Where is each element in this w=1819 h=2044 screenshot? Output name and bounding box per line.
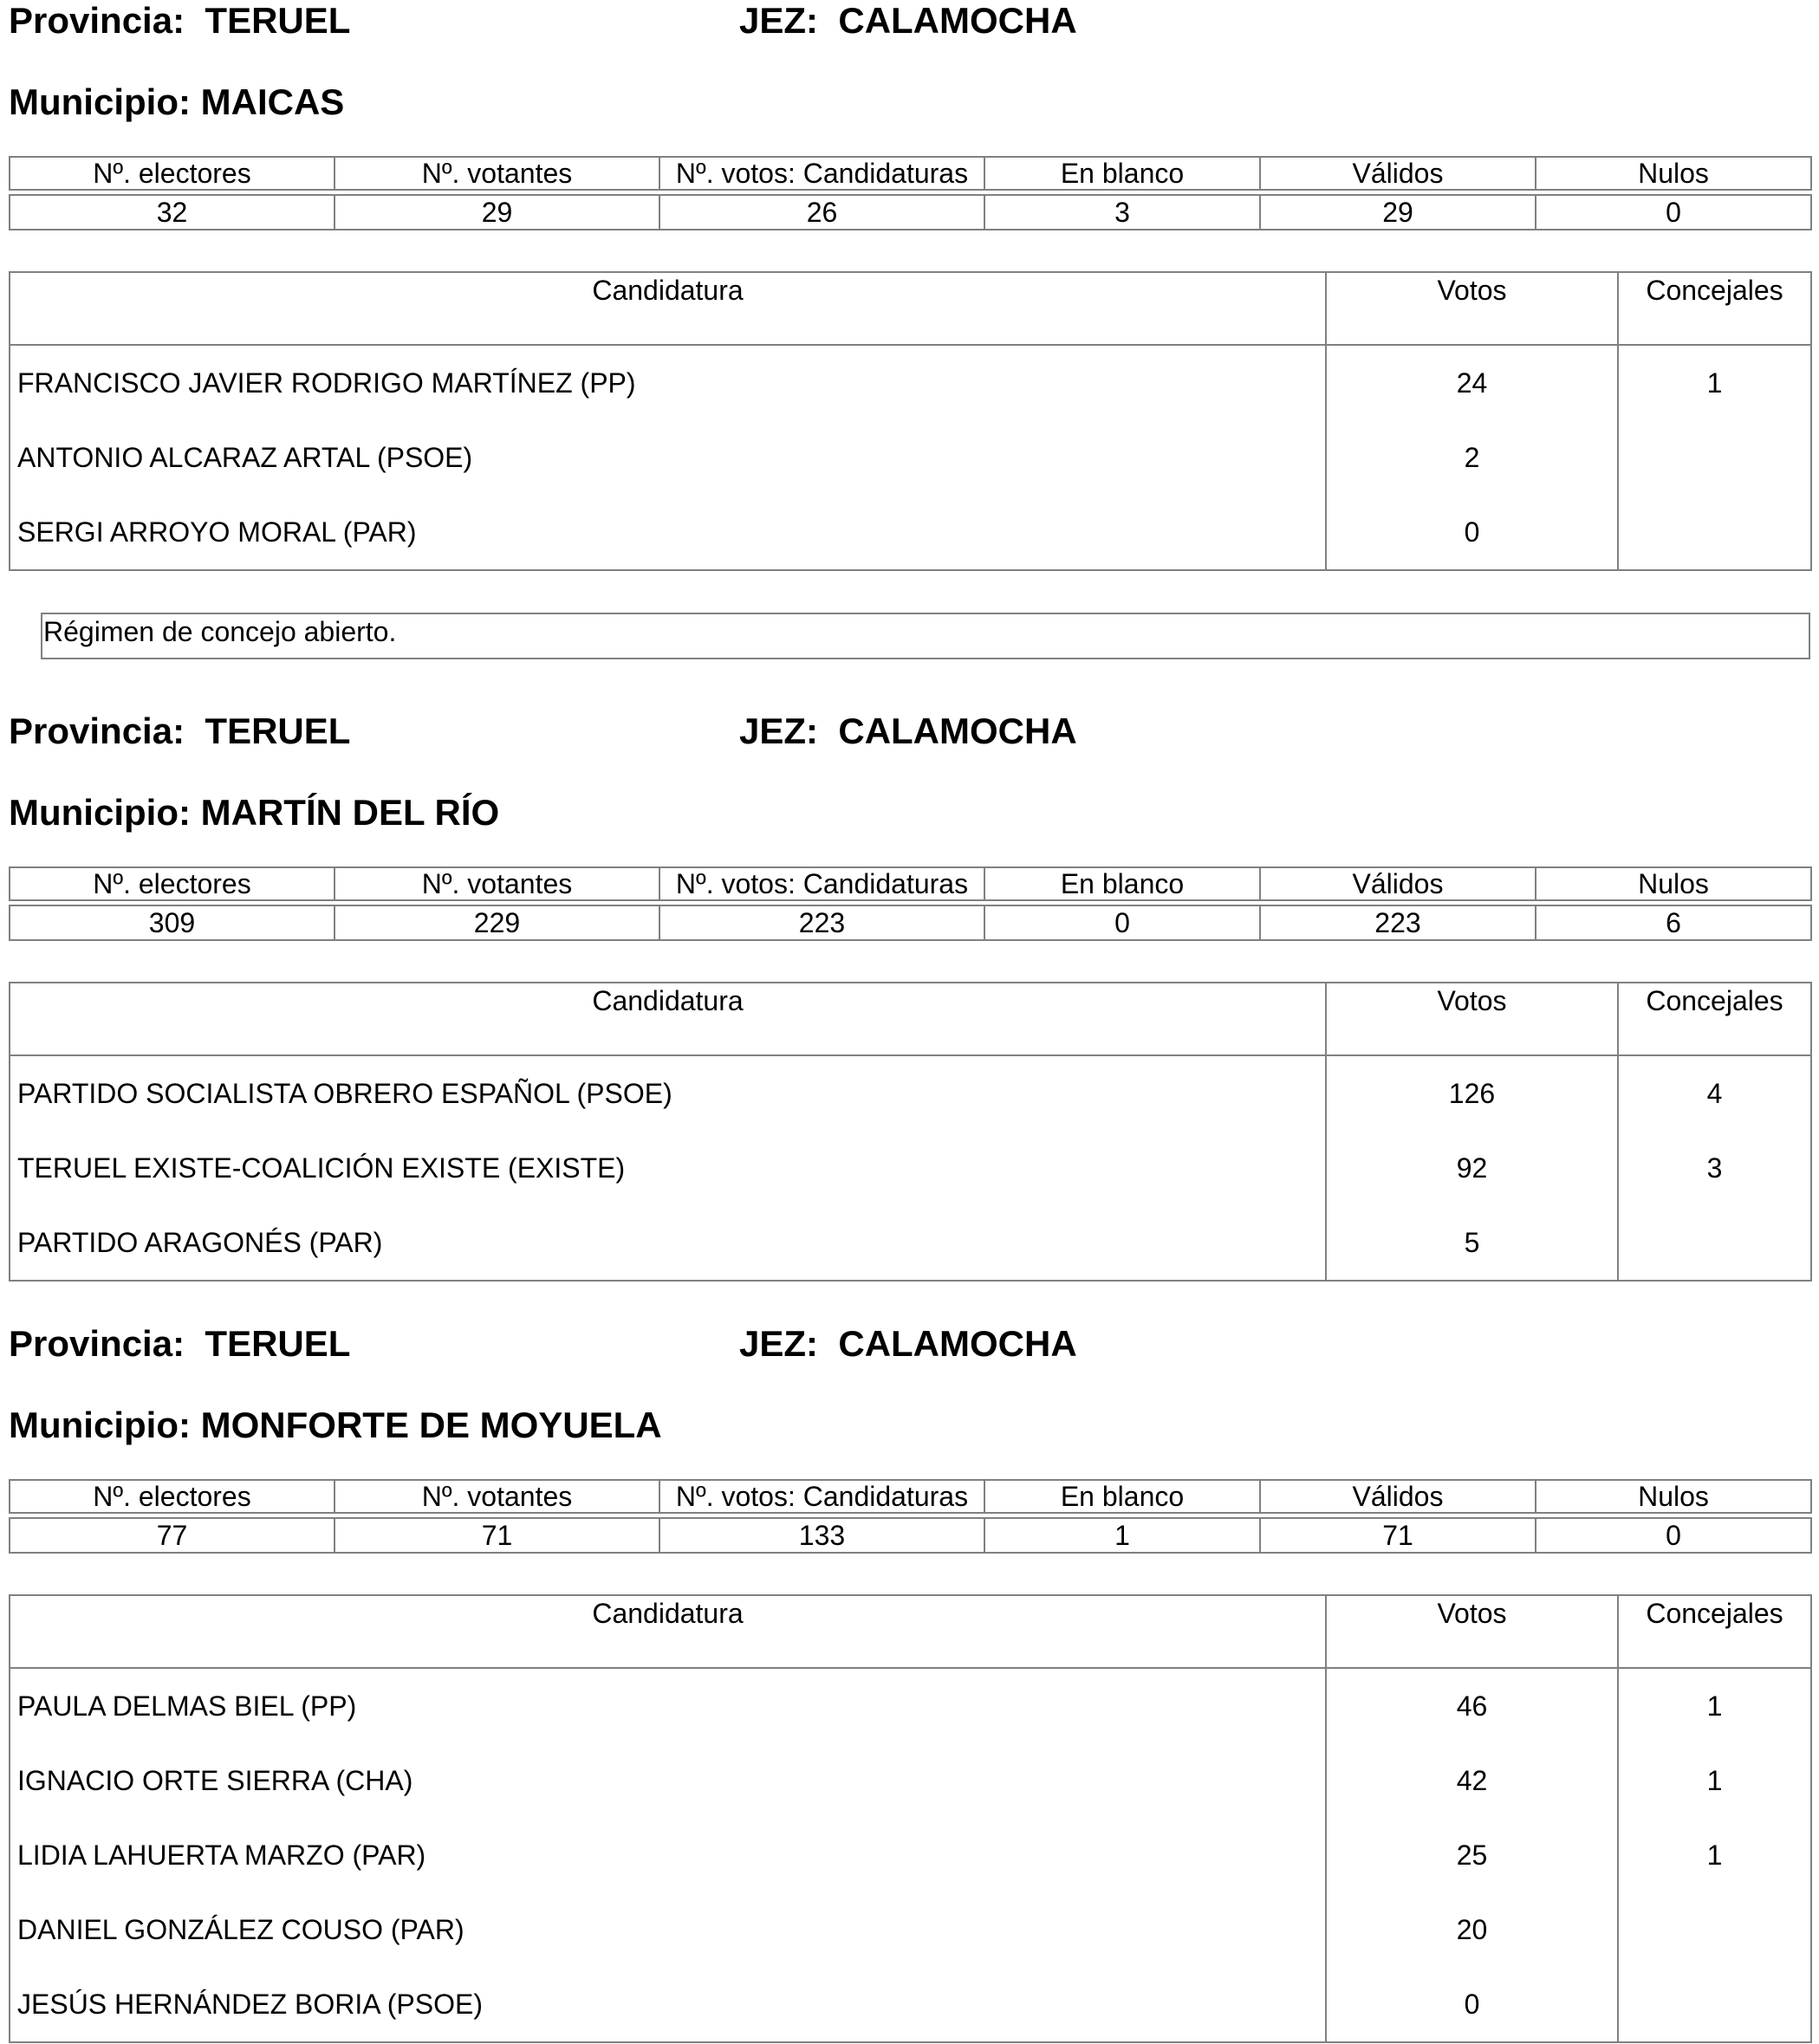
candidate-name: ANTONIO ALCARAZ ARTAL (PSOE) [10, 420, 1326, 495]
stats-value-cell: 0 [1536, 195, 1811, 230]
candidate-seats [1618, 1892, 1811, 1967]
candidate-name: IGNACIO ORTE SIERRA (CHA) [10, 1743, 1326, 1818]
stats-header-cell: Válidos [1260, 1480, 1536, 1513]
stats-header-cell: Nº. votos: Candidaturas [659, 157, 984, 190]
candidates-table [9, 1594, 1812, 2043]
stats-table [9, 156, 1812, 230]
stats-value-cell: 1 [984, 1518, 1260, 1553]
stats-header-cell: Nº. electores [10, 157, 335, 190]
municipio-heading-value: MAICAS [200, 81, 345, 122]
candidate-seats: 4 [1618, 1055, 1811, 1131]
provincia-heading [9, 0, 350, 42]
candidate-name: LIDIA LAHUERTA MARZO (PAR) [10, 1818, 1326, 1892]
candidate-votes: 5 [1326, 1205, 1618, 1281]
candidates-header-cell: Candidatura [10, 272, 1326, 345]
candidate-row [10, 345, 1811, 420]
stats-value-row [10, 195, 1811, 230]
provincia-heading-value: TERUEL [205, 0, 351, 41]
candidate-seats [1618, 495, 1811, 570]
stats-value-cell: 29 [1260, 195, 1536, 230]
candidate-seats [1618, 420, 1811, 495]
candidate-name: TERUEL EXISTE-COALICIÓN EXISTE (EXISTE) [10, 1131, 1326, 1205]
stats-header-cell: Nº. votos: Candidaturas [659, 867, 984, 900]
stats-table [9, 1479, 1812, 1554]
candidates-header-cell: Votos [1326, 272, 1618, 345]
candidate-votes: 42 [1326, 1743, 1618, 1818]
candidate-votes: 126 [1326, 1055, 1618, 1131]
candidate-votes: 0 [1326, 495, 1618, 570]
candidate-row [10, 1967, 1811, 2042]
regimen-note: Régimen de concejo abierto. [41, 613, 1810, 659]
stats-header-row [10, 1480, 1811, 1513]
candidate-row [10, 495, 1811, 570]
stats-header-cell: En blanco [984, 867, 1260, 900]
stats-value-cell: 71 [335, 1518, 659, 1553]
candidate-votes: 0 [1326, 1967, 1618, 2042]
stats-header-cell: Nº. votantes [335, 1480, 659, 1513]
jez-heading [739, 0, 1077, 42]
candidate-votes: 46 [1326, 1668, 1618, 1743]
stats-value-cell: 6 [1536, 905, 1811, 940]
stats-header-cell: En blanco [984, 157, 1260, 190]
stats-value-cell: 26 [659, 195, 984, 230]
candidate-seats: 1 [1618, 1668, 1811, 1743]
candidates-header-row [10, 272, 1811, 345]
candidate-name: PARTIDO SOCIALISTA OBRERO ESPAÑOL (PSOE) [10, 1055, 1326, 1131]
provincia-heading-value: TERUEL [205, 711, 351, 751]
stats-value-cell: 71 [1260, 1518, 1536, 1553]
candidate-name: FRANCISCO JAVIER RODRIGO MARTÍNEZ (PP) [10, 345, 1326, 420]
stats-value-cell: 3 [984, 195, 1260, 230]
stats-header-cell: Nº. votos: Candidaturas [659, 1480, 984, 1513]
candidate-votes: 2 [1326, 420, 1618, 495]
provincia-heading-value: TERUEL [205, 1323, 351, 1364]
candidate-name: DANIEL GONZÁLEZ COUSO (PAR) [10, 1892, 1326, 1967]
candidate-row [10, 1892, 1811, 1967]
candidate-row [10, 1055, 1811, 1131]
provincia-heading-label: Provincia: [9, 0, 185, 41]
candidate-row [10, 1205, 1811, 1281]
stats-value-cell: 29 [335, 195, 659, 230]
candidate-seats: 1 [1618, 345, 1811, 420]
stats-header-row [10, 157, 1811, 190]
candidates-header-cell: Concejales [1618, 983, 1811, 1055]
municipio-heading-label: Municipio: [9, 1405, 191, 1445]
candidates-header-row [10, 983, 1811, 1055]
candidate-votes: 92 [1326, 1131, 1618, 1205]
provincia-heading-label: Provincia: [9, 711, 185, 751]
municipio-heading [9, 1405, 662, 1446]
municipio-heading [9, 792, 499, 834]
candidates-table [9, 271, 1812, 571]
municipio-heading [9, 81, 344, 123]
stats-header-cell: Nº. votantes [335, 867, 659, 900]
municipio-heading-value: MARTÍN DEL RÍO [200, 792, 500, 833]
candidate-row [10, 1668, 1811, 1743]
stats-value-cell: 229 [335, 905, 659, 940]
stats-header-cell: En blanco [984, 1480, 1260, 1513]
stats-header-cell: Nº. electores [10, 867, 335, 900]
stats-value-cell: 77 [10, 1518, 335, 1553]
stats-value-cell: 309 [10, 905, 335, 940]
candidate-row [10, 1131, 1811, 1205]
jez-heading-label: JEZ: [739, 1323, 819, 1364]
candidate-votes: 20 [1326, 1892, 1618, 1967]
municipio-heading-label: Municipio: [9, 81, 191, 122]
candidate-seats: 1 [1618, 1743, 1811, 1818]
candidate-row [10, 1743, 1811, 1818]
provincia-heading [9, 711, 350, 752]
stats-value-cell: 0 [984, 905, 1260, 940]
jez-heading-label: JEZ: [739, 0, 819, 41]
stats-table [9, 866, 1812, 941]
candidate-seats: 1 [1618, 1818, 1811, 1892]
stats-value-cell: 133 [659, 1518, 984, 1553]
candidate-name: SERGI ARROYO MORAL (PAR) [10, 495, 1326, 570]
candidate-seats: 3 [1618, 1131, 1811, 1205]
candidates-header-row [10, 1595, 1811, 1668]
stats-value-row [10, 1518, 1811, 1553]
stats-header-cell: Nº. votantes [335, 157, 659, 190]
stats-value-cell: 32 [10, 195, 335, 230]
candidate-row [10, 420, 1811, 495]
jez-heading-label: JEZ: [739, 711, 819, 751]
candidate-votes: 24 [1326, 345, 1618, 420]
stats-header-row [10, 867, 1811, 900]
jez-heading [739, 711, 1077, 752]
candidate-seats [1618, 1967, 1811, 2042]
candidate-name: PARTIDO ARAGONÉS (PAR) [10, 1205, 1326, 1281]
candidates-header-cell: Concejales [1618, 1595, 1811, 1668]
candidate-votes: 25 [1326, 1818, 1618, 1892]
stats-value-cell: 223 [1260, 905, 1536, 940]
stats-value-row [10, 905, 1811, 940]
stats-header-cell: Válidos [1260, 867, 1536, 900]
provincia-heading-label: Provincia: [9, 1323, 185, 1364]
stats-value-cell: 223 [659, 905, 984, 940]
candidates-table [9, 982, 1812, 1282]
candidates-header-cell: Votos [1326, 1595, 1618, 1668]
stats-header-cell: Nulos [1536, 867, 1811, 900]
candidate-seats [1618, 1205, 1811, 1281]
jez-heading-value: CALAMOCHA [838, 1323, 1077, 1364]
jez-heading-value: CALAMOCHA [838, 0, 1077, 41]
candidate-row [10, 1818, 1811, 1892]
stats-header-cell: Válidos [1260, 157, 1536, 190]
jez-heading-value: CALAMOCHA [838, 711, 1077, 751]
candidates-header-cell: Candidatura [10, 1595, 1326, 1668]
jez-heading [739, 1323, 1077, 1365]
stats-header-cell: Nulos [1536, 157, 1811, 190]
stats-header-cell: Nulos [1536, 1480, 1811, 1513]
municipio-heading-value: MONFORTE DE MOYUELA [200, 1405, 662, 1445]
stats-value-cell: 0 [1536, 1518, 1811, 1553]
candidate-name: JESÚS HERNÁNDEZ BORIA (PSOE) [10, 1967, 1326, 2042]
stats-header-cell: Nº. electores [10, 1480, 335, 1513]
provincia-heading [9, 1323, 350, 1365]
municipio-heading-label: Municipio: [9, 792, 191, 833]
candidates-header-cell: Concejales [1618, 272, 1811, 345]
candidates-header-cell: Candidatura [10, 983, 1326, 1055]
candidates-header-cell: Votos [1326, 983, 1618, 1055]
candidate-name: PAULA DELMAS BIEL (PP) [10, 1668, 1326, 1743]
